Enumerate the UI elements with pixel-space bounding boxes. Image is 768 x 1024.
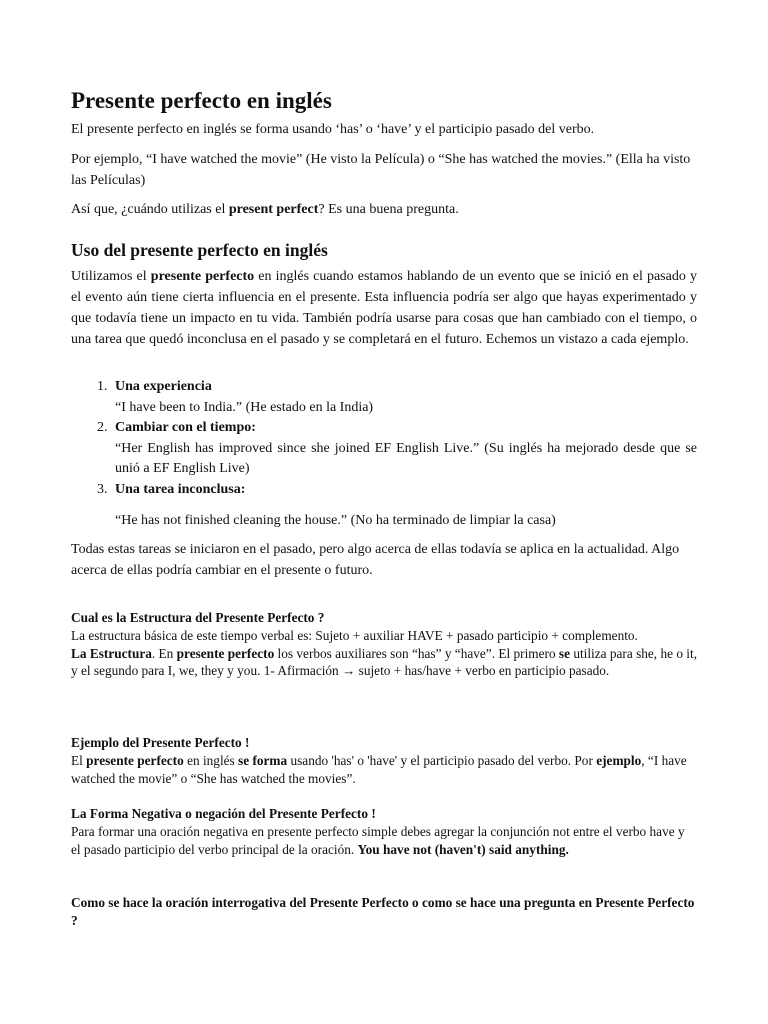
intro-paragraph-1: El presente perfecto en inglés se forma usando ‘has’ o ‘have’ y el participio pasado del verbo. — [71, 122, 595, 137]
list-item-title: Cambiar con el tiempo: — [115, 420, 256, 435]
page-title: Presente perfecto en inglés — [71, 88, 332, 113]
section-heading-estructura: Cual es la Estructura del Presente Perfecto ? — [71, 610, 325, 625]
list-item — [71, 480, 697, 501]
list-item-example: “I have been to India.” (He estado en la India) — [115, 399, 374, 415]
list-item — [71, 418, 697, 480]
list-item-number: 2. — [97, 420, 108, 435]
intro-paragraph-2: Por ejemplo, “I have watched the movie” (He visto la Película) o “She has watched the movies.” (Ella ha visto las Películas) — [71, 152, 691, 188]
section-estructura — [71, 609, 697, 680]
list-item-example: “He has not finished cleaning the house.” (No ha terminado de limpiar la casa) — [115, 513, 556, 528]
ejemplo-paragraph: El presente perfecto en inglés se forma usando 'has' o 'have' y el participio pasado del verbo. Por ejemplo, “I have watched the movie” o “She has watched the movies”. — [71, 752, 687, 786]
list-item-title: Una experiencia — [115, 379, 212, 394]
list-item — [71, 377, 697, 418]
estructura-basic-line: La estructura básica de este tiempo verbal es: Sujeto + auxiliar HAVE + pasado participio + complemento. — [71, 627, 638, 643]
section-heading-uso: Uso del presente perfecto en inglés — [71, 240, 328, 260]
section-heading-negativa: La Forma Negativa o negación del Presente Perfecto ! — [71, 806, 376, 821]
list-item-title: Una tarea inconclusa: — [115, 481, 246, 497]
examples-list — [71, 377, 697, 500]
section-interrogativa — [71, 894, 697, 930]
negativa-paragraph: Para formar una oración negativa en presente perfecto simple debes agregar la conjunción not entre el verbo have y el pasado participio del verbo principal de la oración. You have not (haven't) said anything. — [71, 823, 685, 857]
section-ejemplo — [71, 734, 697, 787]
section-uso-closing: Todas estas tareas se iniciaron en el pasado, pero algo acerca de ellas todavía se aplica en la actualidad. Algo acerca de ellas podría cambiar en el presente o futuro. — [71, 542, 680, 578]
list-item-number: 1. — [97, 379, 108, 394]
section-heading-ejemplo: Ejemplo del Presente Perfecto ! — [71, 735, 250, 750]
estructura-paragraph: La Estructura. En presente perfecto los verbos auxiliares son “has” y “have”. El primero se utiliza para she, he o it, y el segundo para I, we, they y you. 1- Afirmación → sujeto + has/have + verbo en participio pasado. — [71, 645, 698, 679]
intro-paragraph-3: Así que, ¿cuándo utilizas el present perfect? Es una buena pregunta. — [71, 202, 459, 217]
list-item-number: 3. — [97, 481, 108, 497]
section-heading-interrogativa: Como se hace la oración interrogativa del Presente Perfecto o como se hace una pregunta en Presente Perfecto ? — [71, 895, 695, 928]
section-uso-body: Utilizamos el presente perfecto en inglés cuando estamos hablando de un evento que se inició en el pasado y el evento aún tiene cierta influencia en el presente. Esta influencia podría ser algo que hayas experimentado y que todavía tiene un impacto en tu vida. También podría usarse para cosas que han cambiado con el tiempo, o una tarea que quedó inconclusa en el pasado y se completará en el futuro. Echemos un vistazo a cada ejemplo. — [71, 269, 697, 347]
list-item-example: “Her English has improved since she joined EF English Live.” (Su inglés ha mejorado desde que se unió a EF English Live) — [115, 440, 697, 476]
section-negativa — [71, 805, 697, 858]
